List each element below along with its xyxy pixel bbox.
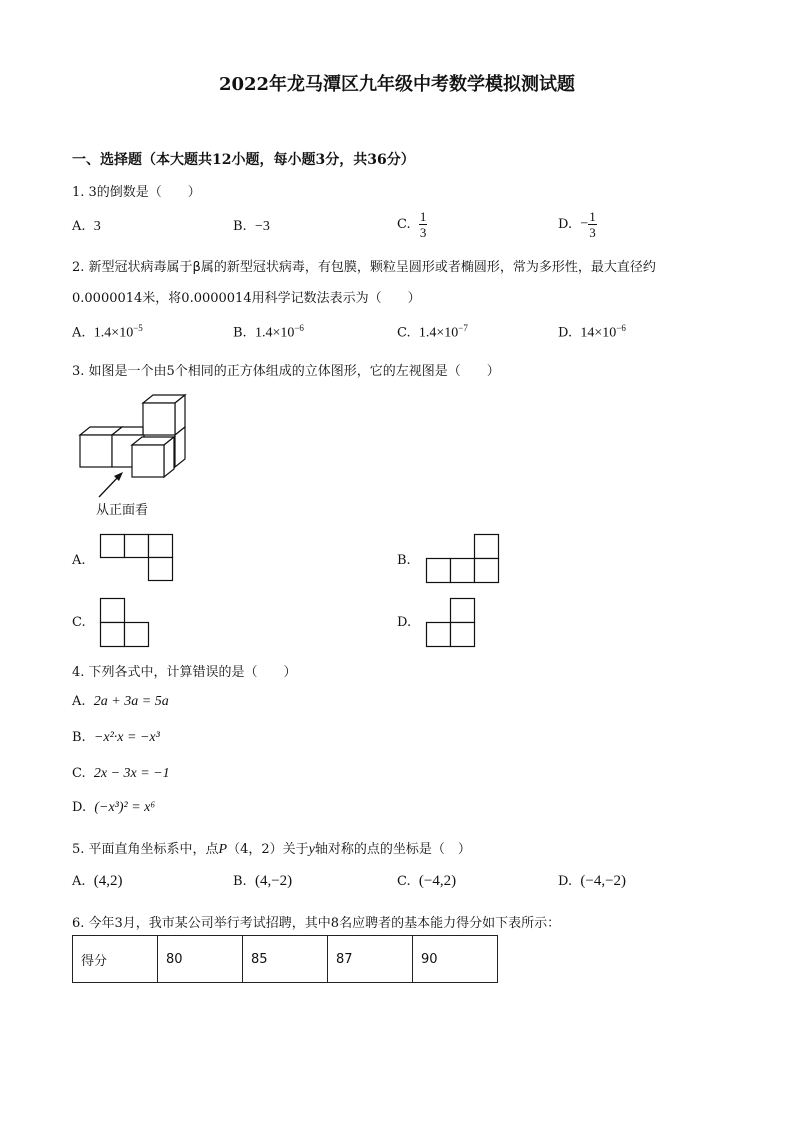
option-exponent: −6 bbox=[616, 323, 626, 333]
option-expression: 2x − 3x = −1 bbox=[93, 766, 170, 781]
option-exponent: −5 bbox=[133, 323, 143, 333]
option-letter: C. bbox=[72, 766, 86, 781]
option-b-label[interactable]: B. bbox=[397, 553, 411, 568]
option-d[interactable] bbox=[72, 800, 155, 816]
question-4-stem: 4. 下列各式中，计算错误的是（ ） bbox=[72, 665, 297, 680]
option-b[interactable] bbox=[233, 219, 270, 235]
fraction-denominator: 3 bbox=[589, 225, 596, 240]
fraction-numerator: 1 bbox=[419, 209, 427, 224]
option-a-view[interactable] bbox=[100, 534, 174, 582]
beta-symbol: β bbox=[192, 260, 201, 275]
option-value: (4,2) bbox=[93, 873, 123, 889]
question-5-stem bbox=[72, 838, 471, 858]
option-a-label[interactable]: A. bbox=[72, 553, 86, 568]
option-c[interactable] bbox=[397, 873, 456, 890]
stem-text: 5. 平面直角坐标系中，点 bbox=[72, 842, 219, 857]
option-c[interactable] bbox=[397, 209, 427, 240]
option-letter: A. bbox=[72, 219, 86, 234]
option-letter: B. bbox=[233, 874, 247, 889]
cube-solid-figure bbox=[78, 393, 190, 489]
option-a[interactable] bbox=[72, 873, 123, 890]
option-letter: A. bbox=[72, 874, 86, 889]
option-d-view[interactable] bbox=[426, 598, 476, 648]
option-letter: B. bbox=[72, 730, 86, 745]
option-c-label[interactable]: C. bbox=[72, 615, 86, 630]
option-mantissa: 14×10 bbox=[580, 325, 617, 341]
option-mantissa: 1.4×10 bbox=[93, 325, 134, 341]
option-d-label[interactable]: D. bbox=[397, 615, 412, 630]
point-name: P bbox=[218, 842, 228, 857]
figure-caption: 从正面看 bbox=[96, 503, 149, 518]
table-cell: 90 bbox=[413, 936, 498, 983]
option-b[interactable] bbox=[72, 730, 160, 746]
question-2-stem-line1 bbox=[72, 256, 656, 275]
option-mantissa: 1.4×10 bbox=[418, 325, 459, 341]
option-c-view[interactable] bbox=[100, 598, 150, 648]
option-letter: A. bbox=[72, 694, 86, 709]
question-6-stem: 6. 今年3月，我市某公司举行考试招聘，其中8名应聘者的基本能力得分如下表所示： bbox=[72, 916, 561, 931]
option-letter: C. bbox=[397, 217, 411, 232]
option-value: 3 bbox=[93, 219, 101, 234]
option-value: (4,−2) bbox=[254, 873, 293, 889]
stem-text: 2. 新型冠状病毒属于 bbox=[72, 260, 193, 275]
table-cell: 85 bbox=[243, 936, 328, 983]
fraction-denominator: 3 bbox=[419, 225, 427, 240]
fraction bbox=[419, 209, 428, 240]
option-letter: B. bbox=[233, 325, 247, 341]
option-letter: D. bbox=[558, 874, 573, 889]
page-title: 2022年龙马潭区九年级中考数学模拟测试题 bbox=[218, 74, 576, 95]
stem-text: 轴对称的点的坐标是（ ） bbox=[314, 842, 471, 857]
option-b[interactable] bbox=[233, 323, 304, 341]
option-a[interactable] bbox=[72, 694, 169, 710]
option-exponent: −6 bbox=[294, 323, 304, 333]
option-expression: (−x³)² = x⁶ bbox=[94, 800, 156, 815]
option-d[interactable] bbox=[558, 323, 626, 341]
option-d[interactable] bbox=[558, 209, 597, 240]
option-b[interactable] bbox=[233, 873, 292, 890]
fraction-numerator: 1 bbox=[589, 209, 596, 224]
option-letter: D. bbox=[558, 325, 573, 341]
view-direction-arrow bbox=[96, 470, 126, 500]
stem-text: 属的新型冠状病毒，有包膜，颗粒呈圆形或者椭圆形，常为多形性，最大直径约 bbox=[200, 260, 656, 275]
table-cell: 80 bbox=[158, 936, 243, 983]
option-expression: −x²·x = −x³ bbox=[93, 730, 160, 745]
option-exponent: −7 bbox=[458, 323, 468, 333]
option-value: −3 bbox=[254, 219, 270, 234]
score-table bbox=[72, 935, 498, 983]
option-letter: D. bbox=[72, 800, 87, 815]
option-letter: C. bbox=[397, 325, 411, 341]
question-2-stem-line2: 0.0000014米，将0.0000014用科学记数法表示为（ ） bbox=[72, 291, 421, 306]
stem-text: （4，2）关于 bbox=[227, 842, 309, 857]
table-row bbox=[73, 936, 498, 983]
option-letter: D. bbox=[558, 217, 573, 232]
option-letter: A. bbox=[72, 325, 86, 341]
option-letter: C. bbox=[397, 874, 411, 889]
question-1-stem: 1. 3的倒数是（ ） bbox=[72, 185, 201, 200]
option-c[interactable] bbox=[397, 323, 468, 341]
option-letter: B. bbox=[233, 219, 247, 234]
option-c[interactable] bbox=[72, 766, 170, 782]
option-mantissa: 1.4×10 bbox=[254, 325, 295, 341]
question-3-stem: 3. 如图是一个由5个相同的正方体组成的立体图形，它的左视图是（ ） bbox=[72, 364, 500, 379]
option-a[interactable] bbox=[72, 323, 143, 341]
option-d[interactable] bbox=[558, 873, 626, 890]
table-header-cell: 得分 bbox=[73, 936, 158, 983]
option-value: (−4,2) bbox=[418, 873, 457, 889]
option-expression: 2a + 3a = 5a bbox=[93, 694, 169, 709]
table-cell: 87 bbox=[328, 936, 413, 983]
section-heading: 一、选择题（本大题共12小题，每小题3分，共36分） bbox=[72, 152, 415, 168]
fraction bbox=[588, 209, 597, 240]
option-b-view[interactable] bbox=[426, 534, 500, 584]
option-a[interactable] bbox=[72, 219, 101, 235]
option-value: (−4,−2) bbox=[580, 873, 627, 889]
axis-name: y bbox=[308, 842, 315, 857]
minus-sign: − bbox=[580, 216, 589, 232]
